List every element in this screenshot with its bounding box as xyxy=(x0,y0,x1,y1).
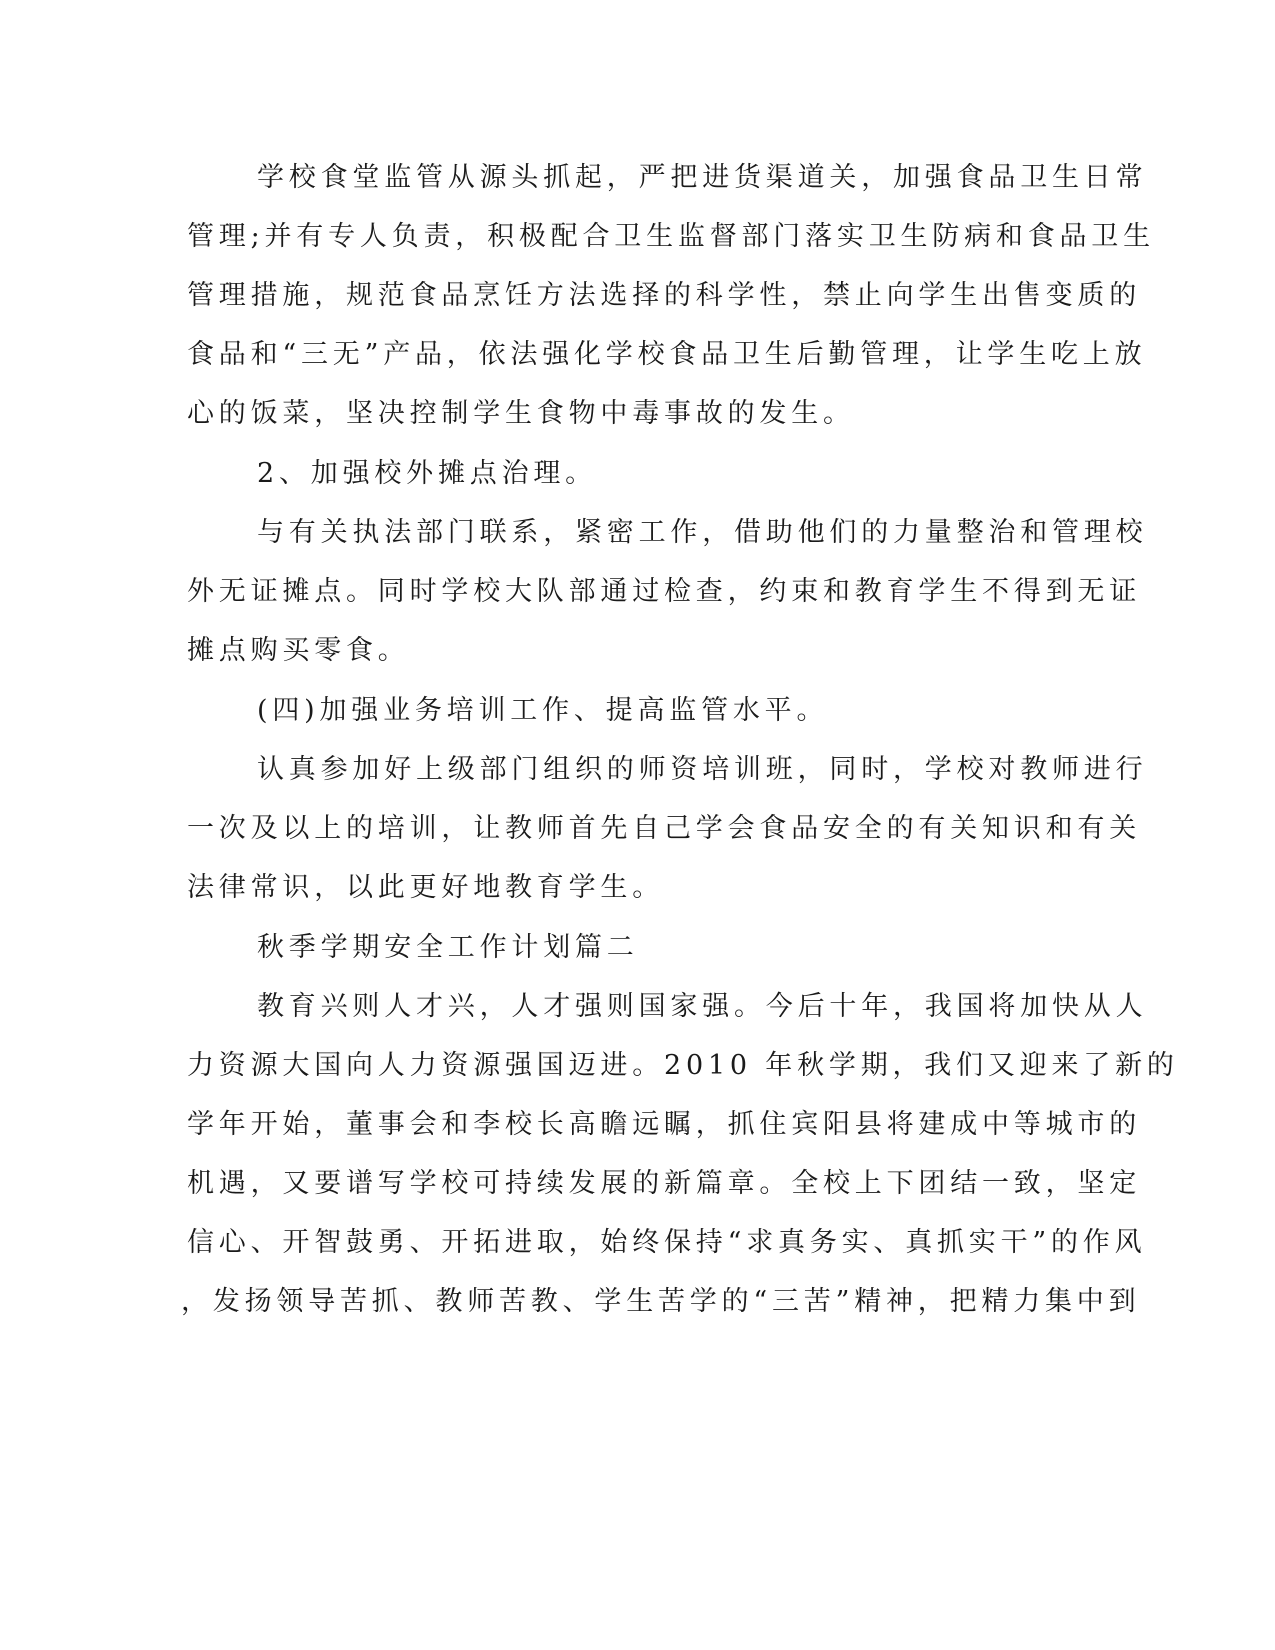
paragraph-training-line-2: 一次及以上的培训，让教师首先自己学会食品安全的有关知识和有关 xyxy=(187,813,1141,844)
paragraph-canteen-line-1: 学校食堂监管从源头抓起，严把进货渠道关，加强食品卫生日常 xyxy=(257,162,1148,193)
paragraph-canteen-line-4: 食品和“三无”产品，依法强化学校食品卫生后勤管理，让学生吃上放 xyxy=(187,339,1147,370)
paragraph-intro-line-1: 教育兴则人才兴，人才强则国家强。今后十年，我国将加快从人 xyxy=(257,991,1148,1022)
paragraph-training-line-1: 认真参加好上级部门组织的师资培训班，同时，学校对教师进行 xyxy=(257,754,1148,785)
section-heading-training: (四)加强业务培训工作、提高监管水平。 xyxy=(257,695,829,726)
paragraph-canteen-line-2: 管理;并有专人负责，积极配合卫生监督部门落实卫生防病和食品卫生 xyxy=(187,221,1155,252)
paragraph-training-line-3: 法律常识，以此更好地教育学生。 xyxy=(187,872,664,903)
paragraph-intro-line-4: 机遇，又要谱写学校可持续发展的新篇章。全校上下团结一致，坚定 xyxy=(187,1168,1141,1199)
paragraph-intro-line-2: 力资源大国向人力资源强国迈进。2010 年秋学期，我们又迎来了新的 xyxy=(187,1050,1179,1081)
section-heading-stalls: 2、加强校外摊点治理。 xyxy=(257,458,597,489)
paragraph-stalls-line-2: 外无证摊点。同时学校大队部通过检查，约束和教育学生不得到无证 xyxy=(187,576,1141,607)
article-title-part-two: 秋季学期安全工作计划篇二 xyxy=(257,932,639,963)
paragraph-canteen-line-5: 心的饭菜，坚决控制学生食物中毒事故的发生。 xyxy=(187,398,855,429)
paragraph-canteen-line-3: 管理措施，规范食品烹饪方法选择的科学性，禁止向学生出售变质的 xyxy=(187,280,1141,311)
paragraph-stalls-line-1: 与有关执法部门联系，紧密工作，借助他们的力量整治和管理校 xyxy=(257,517,1148,548)
paragraph-stalls-line-3: 摊点购买零食。 xyxy=(187,635,410,666)
paragraph-intro-line-3: 学年开始，董事会和李校长高瞻远瞩，抓住宾阳县将建成中等城市的 xyxy=(187,1109,1141,1140)
paragraph-intro-line-5: 信心、开智鼓勇、开拓进取，始终保持“求真务实、真抓实干”的作风 xyxy=(187,1227,1147,1258)
paragraph-intro-line-6: ，发扬领导苦抓、教师苦教、学生苦学的“三苦”精神，把精力集中到 xyxy=(181,1286,1141,1317)
